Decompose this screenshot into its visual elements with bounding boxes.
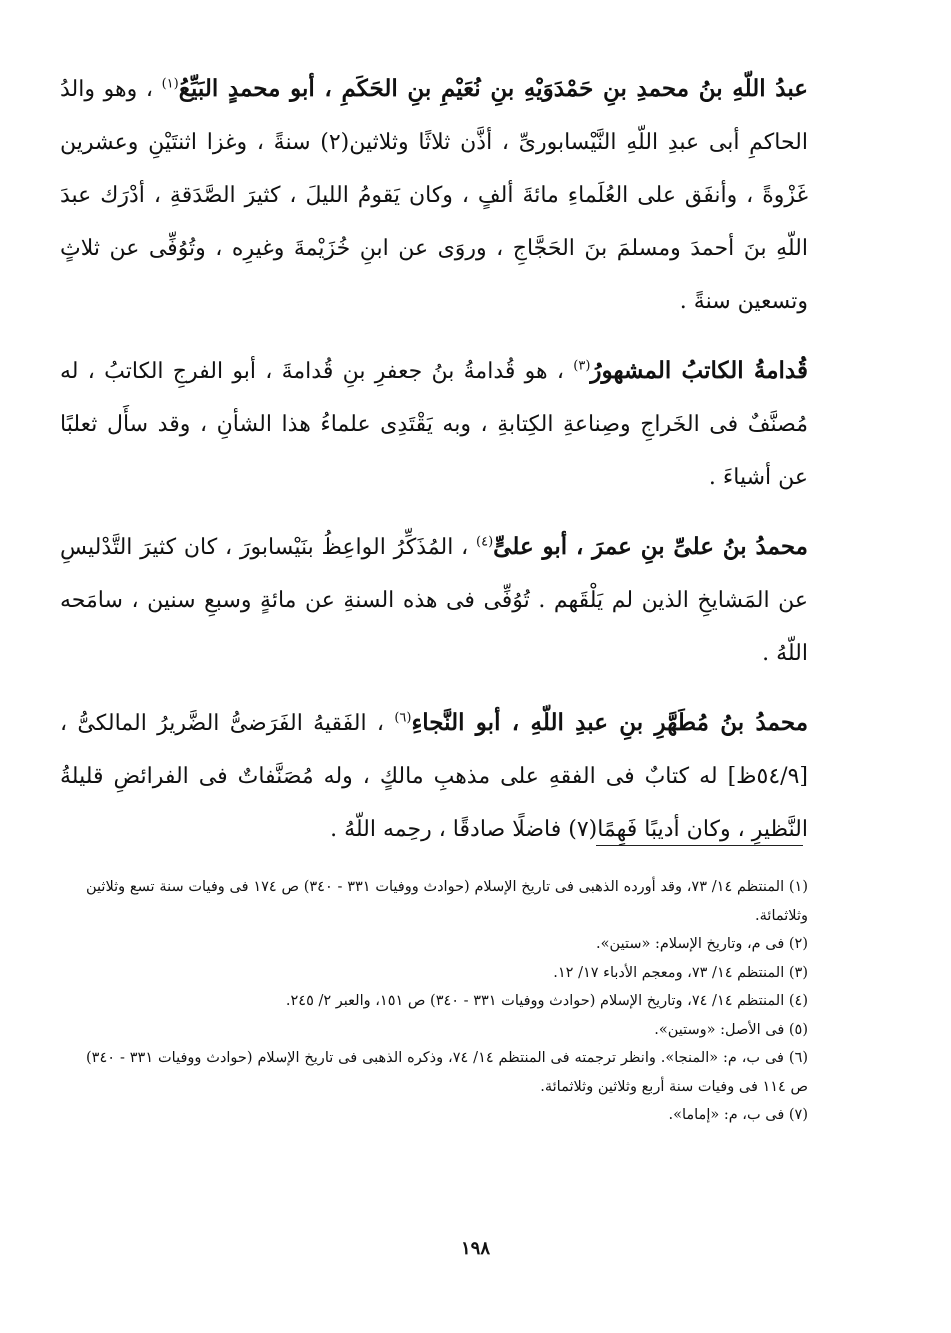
page-number: ١٩٨ [460, 1238, 490, 1259]
footnote-ref: (٦) [394, 710, 412, 726]
entry-name: محمدُ بنُ علىِّ بنِ عمرَ ، أبو علىٍّ [493, 533, 808, 560]
footnote: (٢) فى م، وتاريخ الإسلام: «ستين». [596, 936, 808, 952]
footnote-ref: (٣) [573, 358, 591, 374]
biography-entry [60, 62, 808, 328]
entry-text: ، الفَقيهُ الفَرَضىُّ الضَّريرُ المالكىُّ ، [٥٤/٩ظ] له كتابٌ فى الفقهِ على مذهبِ مالكٍ ، وله مُصَنَّفاتٌ فى الفرائضِ قليلةُ النَّظيرِ ، وكان أديبًا فَهِمًا(٧) فاضلًا صادقًا ، رحِمه اللّهُ . [60, 711, 808, 842]
footnote: (٣) المنتظم ١٤/ ٧٣، ومعجم الأدباء ١٧/ ١٢. [553, 964, 808, 981]
footnote-ref: (١) [161, 76, 179, 92]
footnote: (٥) فى الأصل: «وستين». [654, 1021, 808, 1038]
entry-text: ، المُذَكِّرُ الواعِظُ بنَيْسابورَ ، كان كثيرَ التَّدْليسِ عن المَشايخِ الذين لم يَلْقَهم . تُوُفِّى فى هذه السنةِ عن مائةٍ وسبعِ سنين ، سامَحه اللّهُ . [60, 535, 808, 666]
footnote: (٤) المنتظم ١٤/ ٧٤، وتاريخ الإسلام (حوادث ووفيات ٣٣١ - ٣٤٠) ص ١٥١، والعبر ٢/ ٢٤٥. [285, 993, 808, 1009]
footnotes [86, 873, 808, 1130]
biography-entry [60, 696, 808, 856]
main-text [60, 62, 808, 872]
footnote-separator [596, 845, 803, 846]
footnote-ref: (٤) [476, 534, 494, 550]
footnote: (١) المنتظم ١٤/ ٧٣، وقد أورده الذهبى فى تاريخ الإسلام (حوادث ووفيات ٣٣١ - ٣٤٠) ص ١٧٤ فى وفيات سنة تسع وثلاثين وثلاثمائة. [86, 879, 808, 924]
entry-name: عبدُ اللّهِ بنُ محمدِ بنِ حَمْدَوَيْهِ بنِ نُعَيْمِ بنِ الحَكَمِ ، أبو محمدٍ البَيِّعُ [178, 75, 808, 102]
entry-text: ، وهو والدُ الحاكمِ أبى عبدِ اللّهِ النَّيْسابورىِّ ، أذَّن ثلاثًا وثلاثين(٢) سنةً ، وغزا اثنتَيْنِ وعشرين غَزْوةً ، وأنفَق على العُلَماءِ مائةَ ألفٍ ، وكان يَقومُ الليلَ ، كثيرَ الصَّدَقةِ ، أدْرَك عبدَ اللّهِ بنَ أحمدَ ومسلمَ بنَ الحَجَّاجِ ، وروَى عن ابنِ خُزَيْمةَ وغيرِه ، وتُوُفِّى عن ثلاثٍ وتسعين سنةً . [60, 77, 808, 314]
footnote: (٧) فى ب، م: «إماما». [668, 1107, 808, 1123]
biography-entry [60, 520, 808, 680]
footnote: (٦) فى ب، م: «المنجا». وانظر ترجمته فى المنتظم ١٤/ ٧٤، وذكره الذهبى فى تاريخ الإسلام (حوادث ووفيات ٣٣١ - ٣٤٠) ص ١١٤ فى وفيات سنة أربع وثلاثين وثلاثمائة. [86, 1050, 809, 1095]
entry-text: ، هو قُدامةُ بنُ جعفرِ بنِ قُدامةَ ، أبو الفرجِ الكاتبُ ، له مُصنَّفٌ فى الخَراجِ وصِناعةِ الكِتابةِ ، وبه يَقْتَدِى علماءُ هذا الشأنِ ، وقد سأَل ثعلبًا عن أشياءَ . [60, 359, 808, 490]
entry-name: قُدامةُ الكاتبُ المشهورُ [590, 357, 808, 384]
biography-entry [60, 344, 808, 504]
entry-name: محمدُ بنُ مُطَهَّرِ بنِ عبدِ اللّهِ ، أبو النَّجاءِ [411, 709, 809, 736]
